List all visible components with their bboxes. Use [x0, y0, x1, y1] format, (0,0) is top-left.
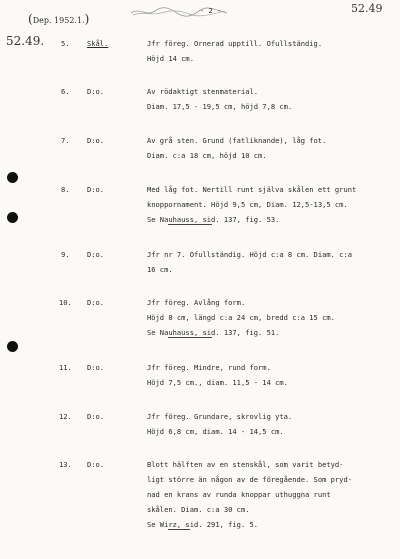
entry-line: Höjd 6,8 cm, diam. 14 - 14,5 cm.: [147, 427, 284, 436]
entry-line: Se Nauhauss, sid. 137, fig. 51.: [147, 328, 280, 337]
entry-line: Diam. c:a 18 cm, höjd 10 cm.: [147, 151, 267, 160]
punch-hole: [7, 341, 18, 352]
margin-inventory-number: 52.49.: [6, 34, 45, 48]
entry-line: Jfr nr 7. Ofullständig. Höjd c:a 8 cm. Diam. c:a: [147, 250, 352, 259]
entry-line: Jfr föreg. Avlång form.: [147, 298, 246, 307]
entry-number: 7.: [61, 136, 70, 145]
entry-number: 9.: [61, 250, 70, 259]
entry-line: ligt större än någon av de föregående. Som pryd-: [147, 475, 352, 484]
entry-line: Höjd 8 cm, längd c:a 24 cm, bredd c:a 15 cm.: [147, 313, 335, 322]
entry-number: 11.: [59, 363, 72, 372]
entry-name: D:o.: [87, 412, 105, 421]
entry-number: 6.: [61, 87, 70, 96]
dep-text: Dep. 1952.1.: [32, 16, 85, 25]
entry-line: 16 cm.: [147, 265, 173, 274]
entry-line: Diam. 17,5 - 19,5 cm, höjd 7,8 cm.: [147, 102, 293, 111]
reference-underline: [168, 337, 212, 338]
entry-line: Se Wirz, sid. 291, fig. 5.: [147, 520, 259, 529]
entry-line: Blott hälften av en stenskål, som varit betyd-: [147, 460, 344, 469]
punch-hole: [7, 172, 18, 183]
page-number: - 2 -: [200, 6, 222, 15]
entry-line: Se Nauhauss, sid. 137, fig. 53.: [147, 215, 280, 224]
entry-number: 13.: [59, 460, 72, 469]
entry-name: D:o.: [87, 363, 105, 372]
entry-number: 5.: [61, 39, 70, 48]
dep-close-paren: ): [84, 12, 90, 26]
dep-note: [28, 12, 89, 26]
entry-number: 12.: [59, 412, 72, 421]
entry-line: Höjd 7,5 cm., diam. 11,5 - 14 cm.: [147, 378, 288, 387]
corner-inventory-number: 52.49: [351, 2, 383, 15]
entry-number: 10.: [59, 298, 72, 307]
entry-line: nad en krans av runda knoppar uthuggna runt: [147, 490, 331, 499]
entry-name: Skål.: [87, 39, 109, 48]
entry-name: D:o.: [87, 298, 105, 307]
entry-line: Av grå sten. Grund (fatliknande), låg fot.: [147, 136, 327, 145]
reference-underline: [168, 224, 212, 225]
entry-name: D:o.: [87, 250, 105, 259]
entry-line: knoppornament. Höjd 9,5 cm, Diam. 12,5-13,5 cm.: [147, 200, 348, 209]
entry-line: skålen. Diam. c:a 30 cm.: [147, 505, 250, 514]
entry-number: 8.: [61, 185, 70, 194]
entry-name: D:o.: [87, 185, 105, 194]
punch-hole: [7, 212, 18, 223]
entry-line: Jfr föreg. Mindre, rund form.: [147, 363, 271, 372]
entry-name: D:o.: [87, 136, 105, 145]
entry-name: D:o.: [87, 460, 105, 469]
dep-open-paren: (: [28, 12, 33, 26]
entry-line: Jfr föreg. Grundare, skrovlig yta.: [147, 412, 293, 421]
entry-line: Med låg fot. Nertill runt själva skålen ett grunt: [147, 185, 357, 194]
entry-line: Jfr föreg. Ornerad upptill. Ofullständig.: [147, 39, 323, 48]
reference-underline: [168, 529, 190, 530]
entry-line: Av rödaktigt stenmaterial.: [147, 87, 259, 96]
entry-line: Höjd 14 cm.: [147, 54, 194, 63]
entry-name: D:o.: [87, 87, 105, 96]
